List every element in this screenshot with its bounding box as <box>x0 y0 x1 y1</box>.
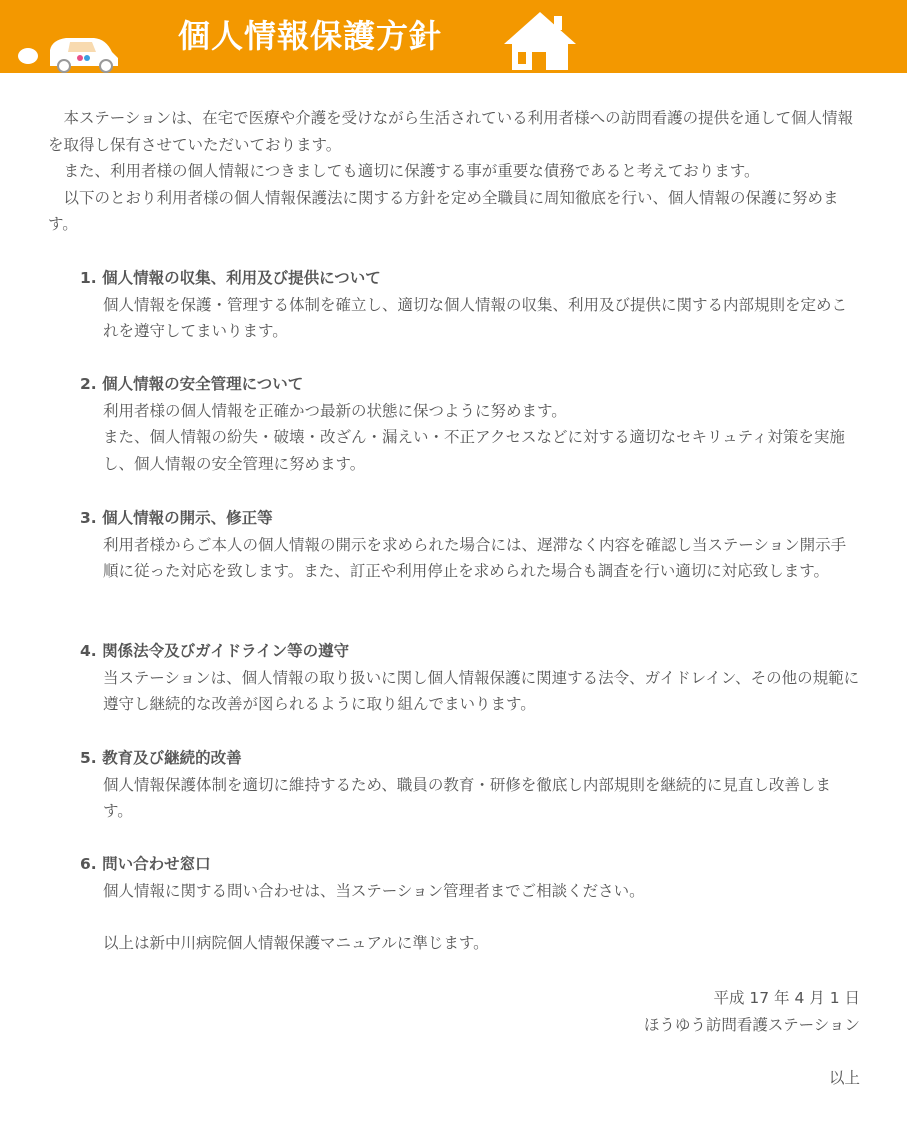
section-title: 3. 個人情報の開示、修正等 <box>80 509 273 527</box>
page-title: 個人情報保護方針 <box>178 17 443 55</box>
section-title: 6. 問い合わせ窓口 <box>80 855 211 873</box>
section-text: 利用者様からご本人の個人情報の開示を求められた場合には、遅滞なく内容を確認し当ステーション開示手順に従った対応を致します。また、訂正や利用停止を求められた場合も調査を行い適切に対応致します。 <box>103 535 847 581</box>
section-title: 4. 関係法令及びガイドライン等の遵守 <box>80 642 350 660</box>
section-text: 当ステーションは、個人情報の取り扱いに関し個人情報保護に関連する法令、ガイドレイン、その他の規範に遵守し継続的な改善が図られるように取り組んでまいります。 <box>103 668 860 714</box>
signature-org: ほうゆう訪問看護ステーション <box>643 1015 860 1034</box>
intro-paragraph: 以下のとおり利用者様の個人情報保護法に関する方針を定め全職員に周知徹底を行い、個人情報の保護に努めます。 <box>48 188 839 234</box>
intro-paragraph: また、利用者様の個人情報につきましても適切に保護する事が重要な債務であると考えております。 <box>63 162 760 181</box>
section-collection <box>80 265 860 345</box>
section-title: 5. 教育及び継続的改善 <box>80 749 242 767</box>
section-compliance <box>80 638 860 718</box>
section-text: 利用者様の個人情報を正確かつ最新の状態に保つように努めます。 <box>103 401 567 420</box>
signature-block <box>644 985 860 1038</box>
section-education <box>80 745 860 825</box>
section-text: 個人情報に関する問い合わせは、当ステーション管理者までご相談ください。 <box>103 881 645 900</box>
section-text: 個人情報を保護・管理する体制を確立し、適切な個人情報の収集、利用及び提供に関する内部規則を定めこれを遵守してまいります。 <box>103 295 848 341</box>
section-title: 2. 個人情報の安全管理について <box>80 375 304 393</box>
end-mark: 以上 <box>828 1069 860 1087</box>
intro-text <box>48 105 860 238</box>
section-contact <box>80 851 860 904</box>
car-icon <box>14 30 122 73</box>
section-disclosure <box>80 505 860 585</box>
section-text: また、個人情報の紛失・破壊・改ざん・漏えい・不正アクセスなどに対する適切なセキリュティ対策を実施し、個人情報の安全管理に努めます。 <box>103 428 845 473</box>
closing-note: 以上は新中川病院個人情報保護マニュアルに準じます。 <box>103 934 489 952</box>
section-text: 個人情報保護体制を適切に維持するため、職員の教育・研修を徹底し内部規則を継続的に見直し改善します。 <box>103 775 831 821</box>
page-header <box>0 0 907 73</box>
signature-date: 平成 17 年 4 月 1 日 <box>713 989 860 1007</box>
home-icon[interactable] <box>502 10 578 72</box>
intro-paragraph: 本ステーションは、在宅で医療や介護を受けながら生活されている利用者様への訪問看護の提供を通して個人情報を取得し保有させていただいております。 <box>48 109 854 154</box>
section-security <box>80 371 860 477</box>
section-title: 1. 個人情報の収集、利用及び提供について <box>80 269 381 287</box>
